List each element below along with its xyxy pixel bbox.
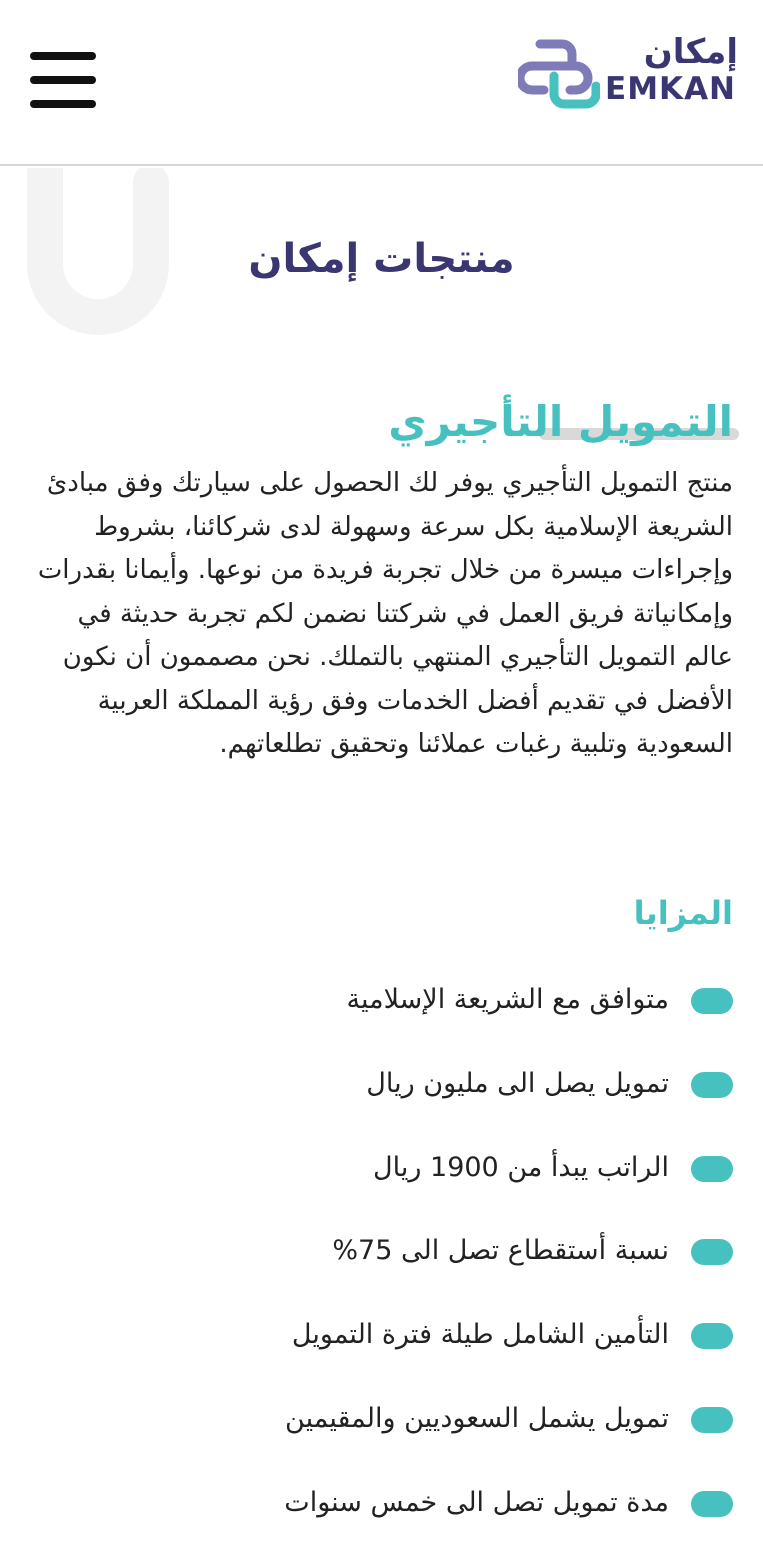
- emkan-logo[interactable]: [518, 32, 738, 112]
- bullet-icon: [691, 988, 733, 1014]
- features-title: المزايا: [633, 894, 733, 932]
- section-heading: [0, 228, 763, 290]
- feature-item: [33, 1475, 733, 1559]
- features-list: [33, 972, 733, 1559]
- product-description: منتج التمويل التأجيري يوفر لك الحصول على سيارتك وفق مبادئ الشريعة الإسلامية بكل سرعة وسهولة لدى شركائنا، بشروط وإجراءات ميسرة من خلال تجربة فريدة من نوعها. وأيمانا بقدرات وإمكانياتة فريق العمل في شركتنا نضمن لكم تجربة حديثة في عالم التمويل التأجيري المنتهي بالتملك. نحن مصممون أن نكون الأفضل في تقديم أفضل الخدمات وفق رؤية المملكة العربية السعودية وتلبية رغبات عملائنا وتحقيق تطلعاتهم.: [37, 468, 733, 759]
- menu-bar-top: [30, 52, 96, 60]
- logo-mark-icon: [518, 36, 600, 112]
- section-title: منتجات إمكان: [242, 228, 520, 290]
- feature-text: تمويل يصل الى مليون ريال: [366, 1067, 669, 1099]
- feature-item: [33, 1223, 733, 1307]
- feature-item: [33, 1307, 733, 1391]
- feature-text: متوافق مع الشريعة الإسلامية: [346, 984, 669, 1015]
- feature-text: تمويل يشمل السعوديين والمقيمين: [285, 1402, 669, 1434]
- feature-text: التأمين الشامل طيلة فترة التمويل: [291, 1319, 669, 1351]
- logo-arabic-text: إمكان: [643, 32, 738, 72]
- menu-bar-bottom: [30, 100, 96, 108]
- menu-bar-middle: [30, 76, 96, 84]
- feature-text: مدة تمويل تصل الى خمس سنوات: [284, 1486, 669, 1518]
- site-header: [0, 0, 763, 166]
- feature-item: [33, 972, 733, 1056]
- feature-item: [33, 1391, 733, 1475]
- feature-text: نسبة أستقطاع تصل الى 75%: [332, 1235, 669, 1267]
- logo-english-text: EMKAN: [605, 71, 736, 107]
- bullet-icon: [691, 1156, 733, 1182]
- product-title: التمويل التأجيري: [388, 397, 733, 446]
- bullet-icon: [691, 1491, 733, 1517]
- bullet-icon: [691, 1072, 733, 1098]
- bullet-icon: [691, 1323, 733, 1349]
- feature-text: الراتب يبدأ من 1900 ريال: [373, 1151, 669, 1183]
- bullet-icon: [691, 1239, 733, 1265]
- feature-item: [33, 1056, 733, 1140]
- hamburger-menu-icon[interactable]: [30, 52, 96, 108]
- bullet-icon: [691, 1407, 733, 1433]
- feature-item: [33, 1140, 733, 1224]
